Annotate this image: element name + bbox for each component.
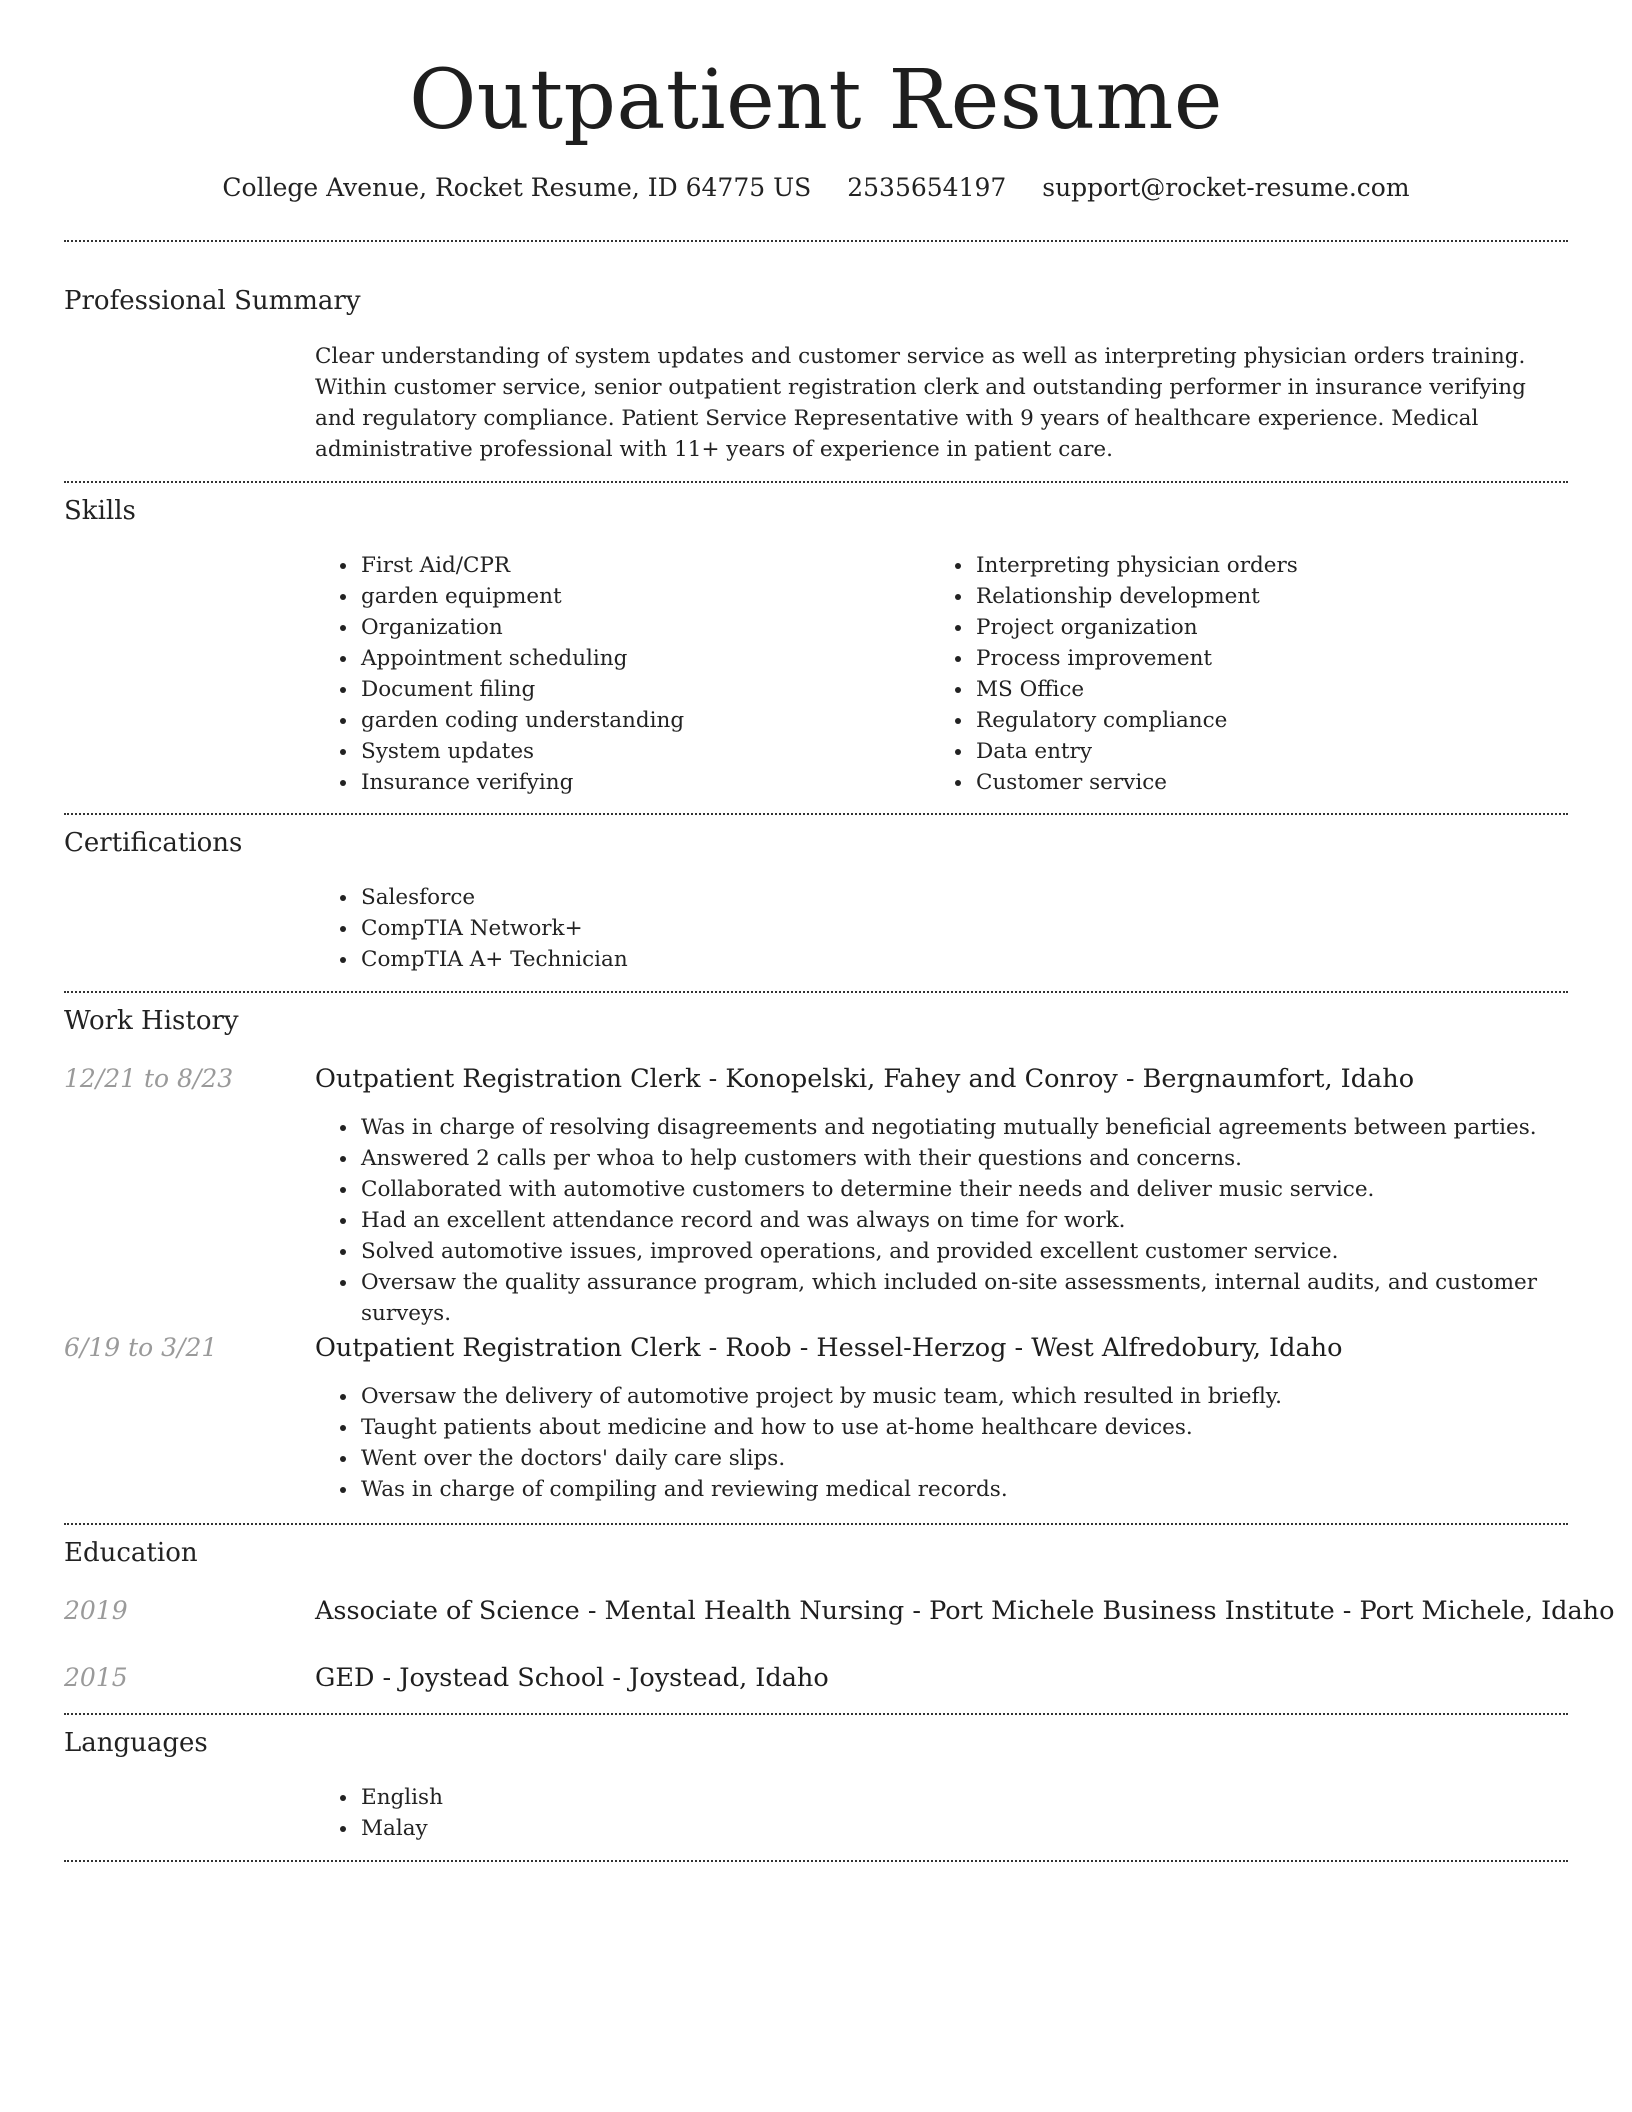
list-item: • MS Office	[974, 674, 1574, 705]
job-dates: 12/21 to 8/23	[64, 1064, 234, 1093]
list-item: • Malay	[359, 1813, 1559, 1844]
job-bullets	[315, 1381, 1609, 1505]
education-year: 2015	[64, 1663, 128, 1692]
education-entry: GED - Joystead School - Joystead, Idaho	[315, 1663, 829, 1693]
list-item: • Interpreting physician orders	[974, 550, 1574, 581]
address-text: College Avenue, Rocket Resume, ID 64775 US	[222, 173, 812, 202]
job-bullets	[315, 1112, 1609, 1329]
list-item: • Salesforce	[359, 882, 1559, 913]
skills-list-right	[930, 550, 1574, 798]
list-item: • Was in charge of compiling and reviewing medical records.	[359, 1474, 1609, 1505]
divider	[64, 1713, 1568, 1715]
list-item: • Went over the doctors' daily care slips.	[359, 1443, 1609, 1474]
phone-text: 2535654197	[847, 173, 1007, 202]
certifications-heading: Certifications	[64, 828, 243, 858]
divider	[64, 481, 1568, 483]
list-item: • Taught patients about medicine and how to use at-home healthcare devices.	[359, 1412, 1609, 1443]
divider	[64, 240, 1568, 242]
divider	[64, 1860, 1568, 1862]
education-year: 2019	[64, 1596, 128, 1625]
list-item: • Customer service	[974, 767, 1574, 798]
list-item: • Document filing	[359, 674, 919, 705]
divider	[64, 991, 1568, 993]
summary-text: Clear understanding of system updates and customer service as well as interpreting physician orders training. Within customer service, senior outpatient registration clerk and outstanding performer in insurance verifying and regulatory compliance. Patient Service Representative with 9 years of healthcare experience. Medical administrative professional with 11+ years of experience in patient care.	[315, 344, 1526, 462]
list-item: • Project organization	[974, 612, 1574, 643]
job-dates: 6/19 to 3/21	[64, 1333, 218, 1362]
list-item: • Regulatory compliance	[974, 705, 1574, 736]
work-history-heading: Work History	[64, 1006, 239, 1036]
job-title: Outpatient Registration Clerk - Roob - Hessel-Herzog - West Alfredobury, Idaho	[315, 1333, 1343, 1363]
list-item: • CompTIA A+ Technician	[359, 944, 1559, 975]
education-entry: Associate of Science - Mental Health Nursing - Port Michele Business Institute - Port Michele, Idaho	[315, 1596, 1615, 1626]
list-item: • Had an excellent attendance record and was always on time for work.	[359, 1205, 1609, 1236]
list-item: • System updates	[359, 736, 919, 767]
skills-heading: Skills	[64, 496, 136, 526]
list-item: • Was in charge of resolving disagreements and negotiating mutually beneficial agreements between parties.	[359, 1112, 1609, 1143]
contact-line	[0, 170, 1632, 206]
list-item: • Appointment scheduling	[359, 643, 919, 674]
list-item: • Oversaw the quality assurance program, which included on-site assessments, internal audits, and customer surveys.	[359, 1267, 1609, 1329]
list-item: • garden coding understanding	[359, 705, 919, 736]
divider	[64, 1523, 1568, 1525]
certifications-list	[315, 882, 1559, 975]
list-item: • Organization	[359, 612, 919, 643]
list-item: • English	[359, 1782, 1559, 1813]
list-item: • Relationship development	[974, 581, 1574, 612]
list-item: • CompTIA Network+	[359, 913, 1559, 944]
education-heading: Education	[64, 1538, 198, 1568]
list-item: • Data entry	[974, 736, 1574, 767]
languages-list	[315, 1782, 1559, 1844]
list-item: • Insurance verifying	[359, 767, 919, 798]
list-item: • Solved automotive issues, improved operations, and provided excellent customer service.	[359, 1236, 1609, 1267]
list-item: • First Aid/CPR	[359, 550, 919, 581]
list-item: • Process improvement	[974, 643, 1574, 674]
page-title: Outpatient Resume	[409, 53, 1223, 148]
list-item: • Oversaw the delivery of automotive project by music team, which resulted in briefly.	[359, 1381, 1609, 1412]
email-text: support@rocket-resume.com	[1042, 173, 1410, 202]
list-item: • garden equipment	[359, 581, 919, 612]
list-item: • Collaborated with automotive customers to determine their needs and deliver music service.	[359, 1174, 1609, 1205]
divider	[64, 813, 1568, 815]
skills-list-left	[315, 550, 919, 798]
job-title: Outpatient Registration Clerk - Konopelski, Fahey and Conroy - Bergnaumfort, Idaho	[315, 1064, 1415, 1094]
summary-heading: Professional Summary	[64, 286, 361, 316]
list-item: • Answered 2 calls per whoa to help customers with their questions and concerns.	[359, 1143, 1609, 1174]
languages-heading: Languages	[64, 1728, 208, 1758]
